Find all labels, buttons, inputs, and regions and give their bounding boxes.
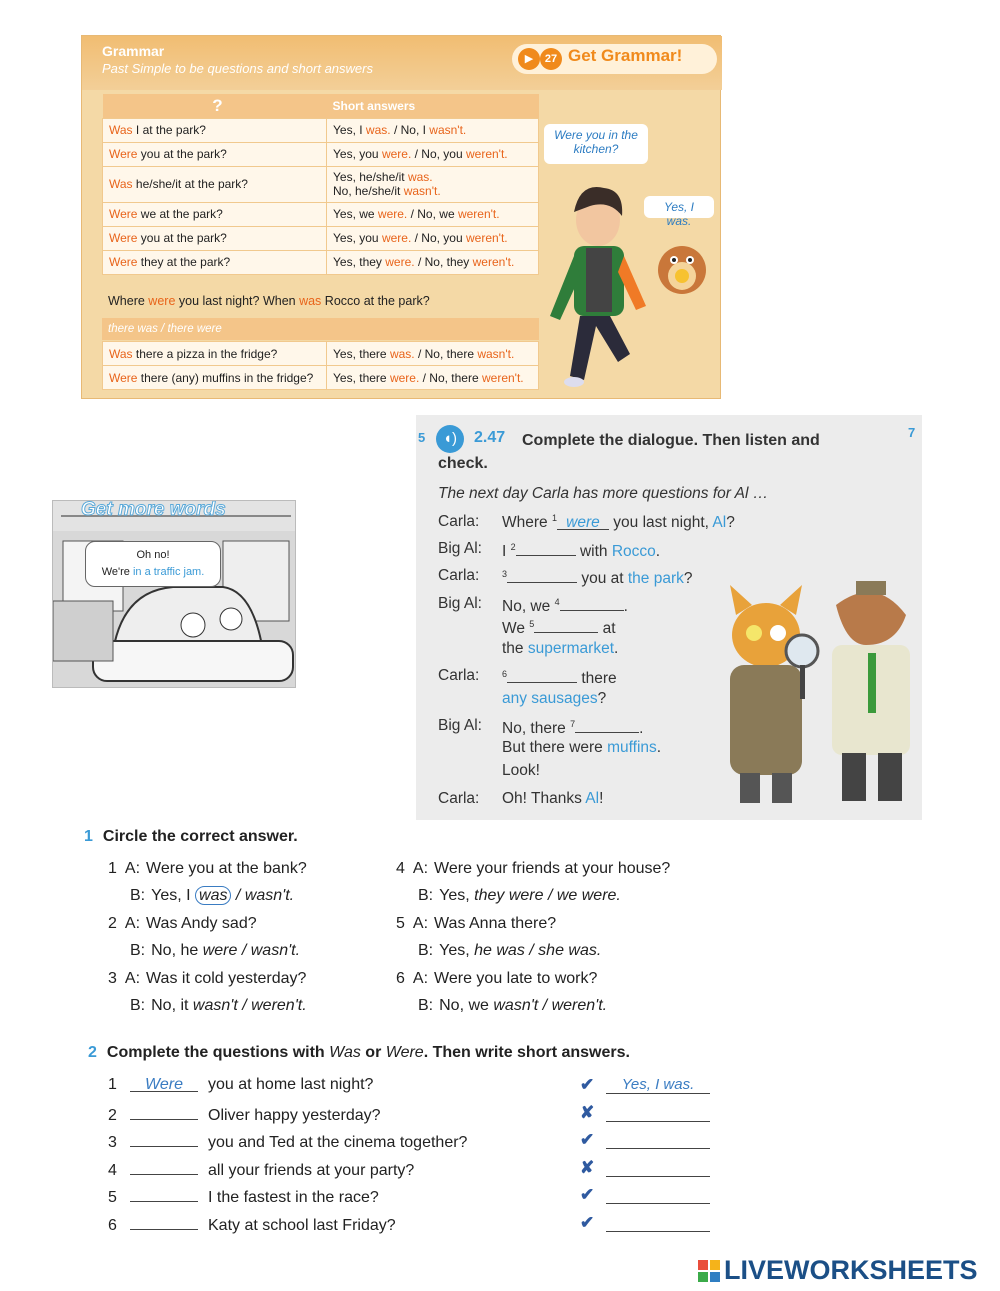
was-were-input[interactable] bbox=[130, 1131, 198, 1147]
option-1[interactable]: were bbox=[202, 942, 238, 959]
question-cell: Were you at the park? bbox=[103, 142, 327, 166]
hamster-illustration bbox=[654, 236, 710, 296]
dialogue-line-8: Oh! Thanks Al! bbox=[502, 790, 604, 807]
exercise-1-question: 4 A: Were your friends at your house? bbox=[396, 860, 671, 877]
option-2[interactable]: we were. bbox=[556, 887, 621, 904]
exercise-5-number: 5 bbox=[418, 430, 426, 445]
question-cell: Was there a pizza in the fridge? bbox=[103, 342, 327, 366]
was-were-input[interactable]: Were bbox=[130, 1076, 198, 1092]
grammar-row bbox=[103, 226, 539, 250]
question-cell: Were they at the park? bbox=[103, 250, 327, 274]
tick-icon: ✔ bbox=[580, 1130, 595, 1149]
audio-icon[interactable]: ◖) bbox=[436, 425, 464, 453]
exercise-1-question: 2 A: Was Andy sad? bbox=[108, 915, 257, 932]
exercise-2-item: 6 Katy at school last Friday? bbox=[108, 1214, 396, 1235]
question-cell: Were there (any) muffins in the fridge? bbox=[103, 366, 327, 390]
dialogue-line-7b: But there were muffins. bbox=[502, 739, 662, 756]
speaker-carla: Carla: bbox=[438, 790, 480, 807]
exercise-5-instruction-cont: check. bbox=[438, 455, 488, 472]
question-column-header: ? bbox=[103, 94, 327, 118]
option-1[interactable]: wasn't bbox=[192, 997, 238, 1014]
speaker-carla: Carla: bbox=[438, 513, 480, 530]
speaker-big-al: Big Al: bbox=[438, 540, 482, 557]
dialogue-line-1: Where $^1$ were you last night, Al? bbox=[502, 513, 735, 532]
short-answer-input[interactable] bbox=[606, 1104, 710, 1122]
grammar-row bbox=[103, 118, 539, 142]
dialogue-line-5b: the supermarket. bbox=[502, 640, 619, 657]
was-were-input[interactable] bbox=[130, 1159, 198, 1175]
speaker-carla: Carla: bbox=[438, 667, 480, 684]
exercise-1-question: 6 A: Were you late to work? bbox=[396, 970, 598, 987]
exercise-1-answer: B: No, we wasn't / weren't. bbox=[418, 997, 608, 1014]
grammar-box bbox=[81, 35, 721, 399]
dialogue-line-2: I $^2$ with Rocco. bbox=[502, 541, 661, 560]
short-answer-cell: Yes, there were. / No, there weren't. bbox=[327, 366, 539, 390]
dialogue-line-6: $^6$ there bbox=[502, 668, 617, 687]
tick-icon: ✔ bbox=[580, 1185, 595, 1204]
page-number: 7 bbox=[908, 425, 916, 440]
exercise-2-item: 3 you and Ted at the cinema together? bbox=[108, 1131, 467, 1152]
dialogue-line-3: $^3$ you at the park? bbox=[502, 568, 693, 587]
exercise-2-heading: 2 Complete the questions with Was or Were. Then write short answers. bbox=[88, 1044, 630, 1061]
option-2[interactable]: she was. bbox=[538, 942, 602, 959]
dialogue-intro: The next day Carla has more questions for Al … bbox=[438, 485, 769, 502]
exercise-1-heading: 1 Circle the correct answer. bbox=[84, 828, 298, 845]
grammar-row bbox=[103, 250, 539, 274]
blank-5[interactable] bbox=[534, 617, 598, 633]
boy-illustration bbox=[540, 176, 650, 396]
exercise-2-item: 1 Were you at home last night? bbox=[108, 1076, 374, 1093]
short-answers-column-header: Short answers bbox=[327, 94, 539, 118]
exercise-5-instruction: Complete the dialogue. Then listen and bbox=[522, 432, 820, 449]
option-1[interactable]: he was bbox=[474, 942, 525, 959]
there-was-header: there was / there were bbox=[102, 318, 539, 340]
dialogue-line-7c: Look! bbox=[502, 762, 540, 779]
grammar-row bbox=[103, 166, 539, 202]
short-answer-cell: Yes, I was. / No, I wasn't. bbox=[327, 118, 539, 142]
dialogue-line-5: We $^5$ at bbox=[502, 618, 616, 637]
episode-number: 27 bbox=[540, 48, 562, 70]
wh-questions-line: Where were you last night? When was Rocco at the park? bbox=[108, 294, 430, 308]
grammar-subtitle: Past Simple to be questions and short answers bbox=[102, 61, 373, 76]
question-cell: Were we at the park? bbox=[103, 202, 327, 226]
blank-7[interactable] bbox=[575, 717, 639, 733]
exercise-2-item: 4 all your friends at your party? bbox=[108, 1159, 414, 1180]
exercise-1-answer: B: No, it wasn't / weren't. bbox=[130, 997, 307, 1014]
liveworksheets-logo-icon bbox=[698, 1260, 720, 1282]
liveworksheets-brand[interactable]: LIVEWORKSHEETS bbox=[724, 1255, 978, 1285]
dialogue-line-4: No, we $^4$ . bbox=[502, 596, 628, 615]
was-were-input[interactable] bbox=[130, 1214, 198, 1230]
was-were-input[interactable] bbox=[130, 1104, 198, 1120]
dialogue-line-6b: any sausages? bbox=[502, 690, 607, 707]
short-answer-input[interactable] bbox=[606, 1214, 710, 1232]
exercise-1-answer: B: No, he were / wasn't. bbox=[130, 942, 301, 959]
grammar-row bbox=[103, 342, 539, 366]
short-answer-input[interactable] bbox=[606, 1159, 710, 1177]
get-grammar-label: Get Grammar! bbox=[568, 46, 683, 65]
question-cell: Was he/she/it at the park? bbox=[103, 166, 327, 202]
blank-4[interactable] bbox=[560, 595, 624, 611]
speaker-big-al: Big Al: bbox=[438, 595, 482, 612]
cross-icon: ✘ bbox=[580, 1157, 595, 1177]
get-more-words-box bbox=[52, 500, 296, 688]
grammar-title: Grammar bbox=[102, 43, 165, 59]
option-2[interactable]: wasn't. bbox=[244, 887, 295, 904]
grammar-row bbox=[103, 142, 539, 166]
blank-3[interactable] bbox=[507, 567, 577, 583]
grammar-row bbox=[103, 366, 539, 390]
grammar-row bbox=[103, 202, 539, 226]
there-was-table bbox=[102, 341, 539, 390]
option-2[interactable]: weren't. bbox=[551, 997, 608, 1014]
exercise-1-answer: B: Yes, they were / we were. bbox=[418, 887, 621, 904]
exercise-1-answer: B: Yes, I was / wasn't. bbox=[130, 887, 295, 904]
exercise-1-question: 3 A: Was it cold yesterday? bbox=[108, 970, 307, 987]
option-2[interactable]: weren't. bbox=[251, 997, 307, 1014]
blank-2[interactable] bbox=[516, 540, 576, 556]
speaker-carla: Carla: bbox=[438, 567, 480, 584]
question-cell: Was I at the park? bbox=[103, 118, 327, 142]
exercise-5-box bbox=[416, 415, 922, 820]
exercise-2-item: 2 Oliver happy yesterday? bbox=[108, 1104, 381, 1125]
short-answer-cell: Yes, you were. / No, you weren't. bbox=[327, 226, 539, 250]
tick-icon: ✔ bbox=[580, 1212, 595, 1232]
short-answer-cell: Yes, we were. / No, we weren't. bbox=[327, 202, 539, 226]
exercise-1-question: 1 A: Were you at the bank? bbox=[108, 860, 307, 877]
detectives-illustration bbox=[696, 575, 916, 810]
audio-track-number: 2.47 bbox=[474, 429, 506, 446]
short-answer-cell: Yes, they were. / No, they weren't. bbox=[327, 250, 539, 274]
blank-1[interactable]: were bbox=[557, 514, 609, 530]
grammar-table bbox=[102, 94, 539, 275]
option-1[interactable]: they were bbox=[474, 887, 544, 904]
option-1[interactable]: was bbox=[195, 886, 231, 905]
short-answer-input[interactable] bbox=[606, 1186, 710, 1204]
get-more-words-title: Get more words bbox=[81, 500, 226, 520]
question-cell: Were you at the park? bbox=[103, 226, 327, 250]
exercise-2-item: 5 I the fastest in the race? bbox=[108, 1186, 379, 1207]
cross-icon: ✘ bbox=[580, 1102, 595, 1122]
blank-6[interactable] bbox=[507, 667, 577, 683]
short-answer-cell: Yes, he/she/it was. No, he/she/it wasn't. bbox=[327, 166, 539, 202]
speech-bubble-question: Were you in the kitchen? bbox=[544, 124, 648, 164]
short-answer-input[interactable]: Yes, I was. bbox=[606, 1076, 710, 1094]
speech-bubble-answer: Yes, I was. bbox=[644, 196, 714, 218]
was-were-input[interactable] bbox=[130, 1186, 198, 1202]
option-1[interactable]: wasn't bbox=[493, 997, 539, 1014]
short-answer-cell: Yes, there was. / No, there wasn't. bbox=[327, 342, 539, 366]
speaker-big-al: Big Al: bbox=[438, 717, 482, 734]
traffic-jam-illustration bbox=[53, 501, 296, 688]
tick-icon: ✔ bbox=[580, 1075, 595, 1094]
play-icon[interactable]: ▶ bbox=[518, 48, 540, 70]
exercise-1-answer: B: Yes, he was / she was. bbox=[418, 942, 602, 959]
dialogue-line-7: No, there $^7$ . bbox=[502, 718, 644, 737]
traffic-jam-bubble: Oh no! We're in a traffic jam. bbox=[85, 541, 221, 587]
short-answer-input[interactable] bbox=[606, 1131, 710, 1149]
short-answer-cell: Yes, you were. / No, you weren't. bbox=[327, 142, 539, 166]
option-2[interactable]: wasn't. bbox=[250, 942, 301, 959]
exercise-1-question: 5 A: Was Anna there? bbox=[396, 915, 557, 932]
